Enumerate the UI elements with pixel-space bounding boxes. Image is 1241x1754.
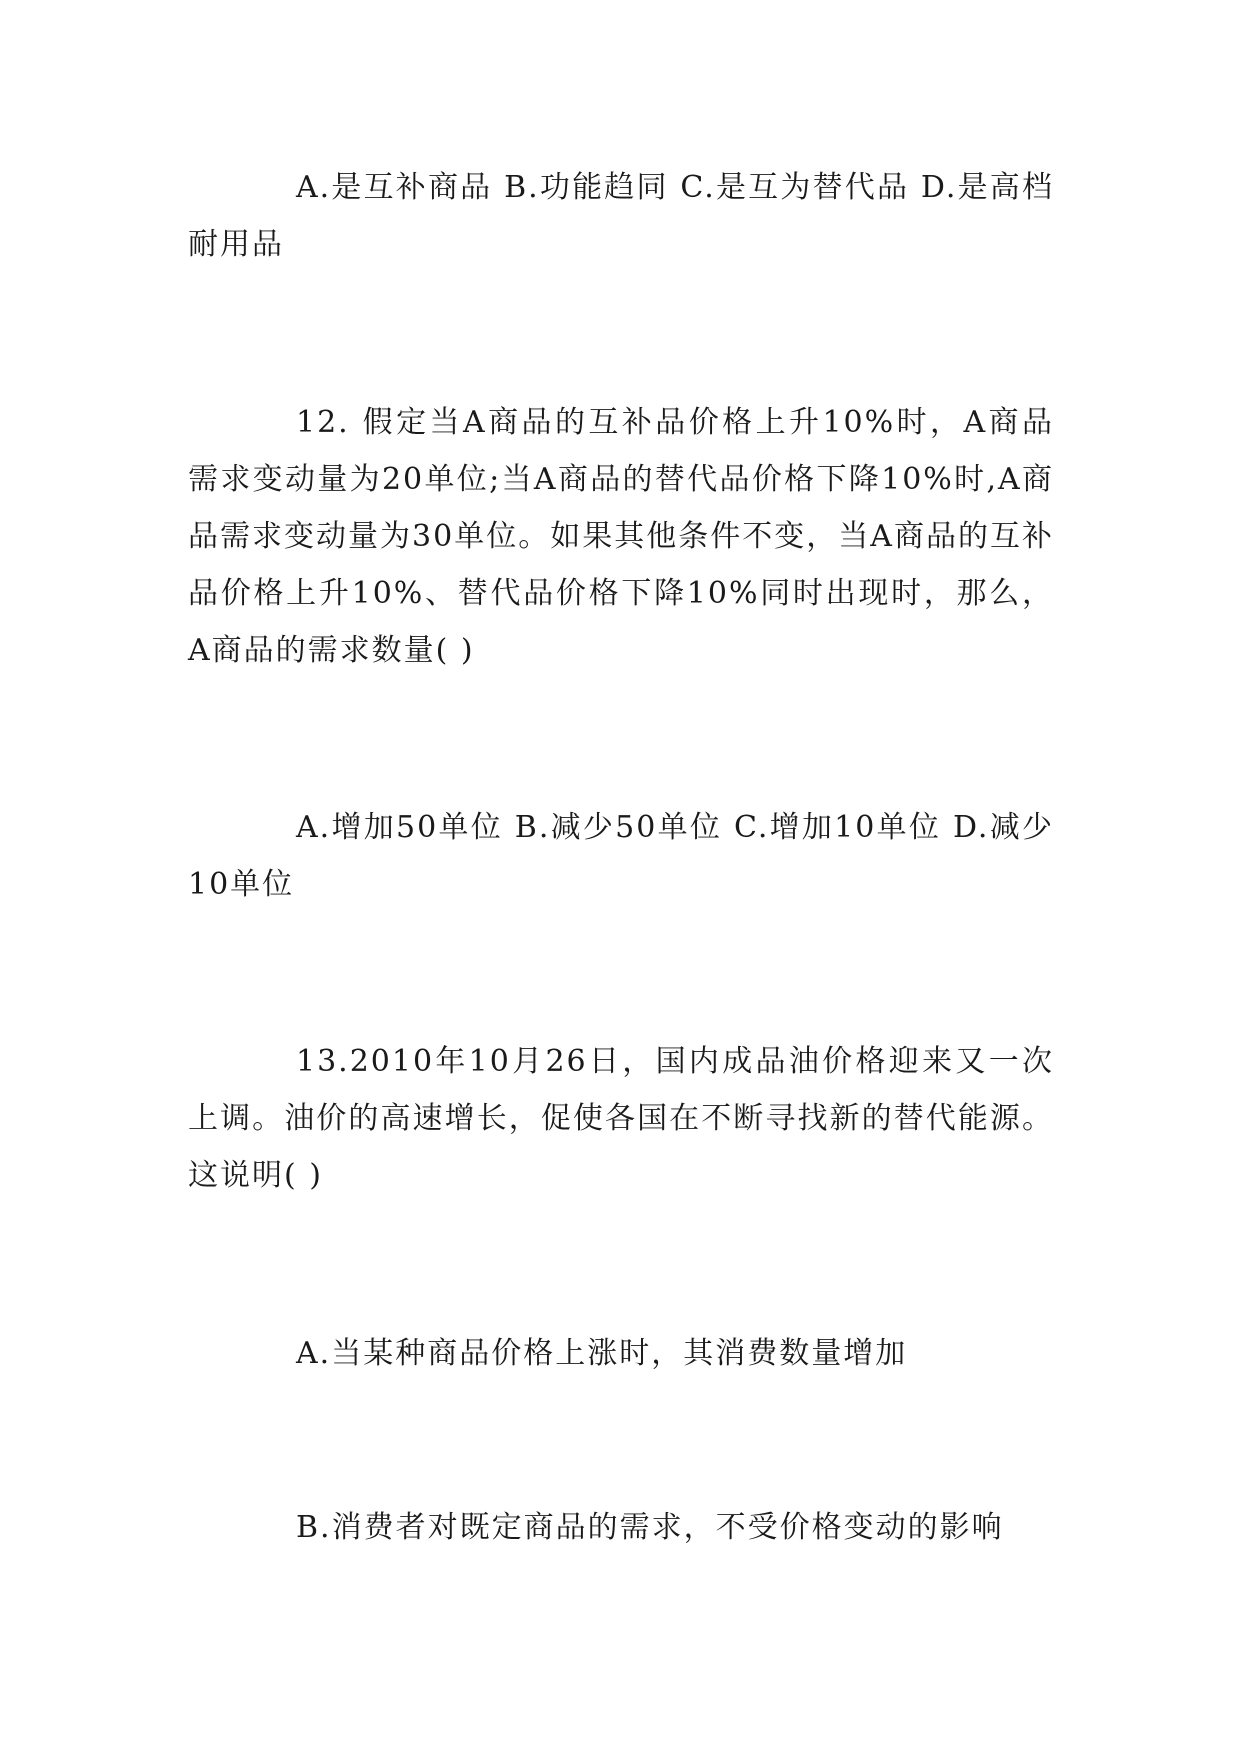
q13-question: 13.2010年10月26日，国内成品油价格迎来又一次上调。油价的高速增长，促使各国在不断寻找新的替代能源。这说明( ) xyxy=(188,1044,1054,1193)
q13-option-a: A.当某种商品价格上涨时，其消费数量增加 xyxy=(296,1336,908,1371)
q12-options: A.增加50单位 B.减少50单位 C.增加10单位 D.减少10单位 xyxy=(188,810,1054,902)
q13-option-b: B.消费者对既定商品的需求，不受价格变动的影响 xyxy=(296,1510,1004,1545)
q11-options: A.是互补商品 B.功能趋同 C.是互为替代品 D.是高档耐用品 xyxy=(188,170,1054,262)
q12-question: 12. 假定当A商品的互补品价格上升10%时，A商品需求变动量为20单位;当A商品的替代品价格下降10%时,A商品需求变动量为30单位。如果其他条件不变，当A商品的互补品价格上升10%、替代品价格下降10%同时出现时，那么，A商品的需求数量( ) xyxy=(188,405,1054,668)
